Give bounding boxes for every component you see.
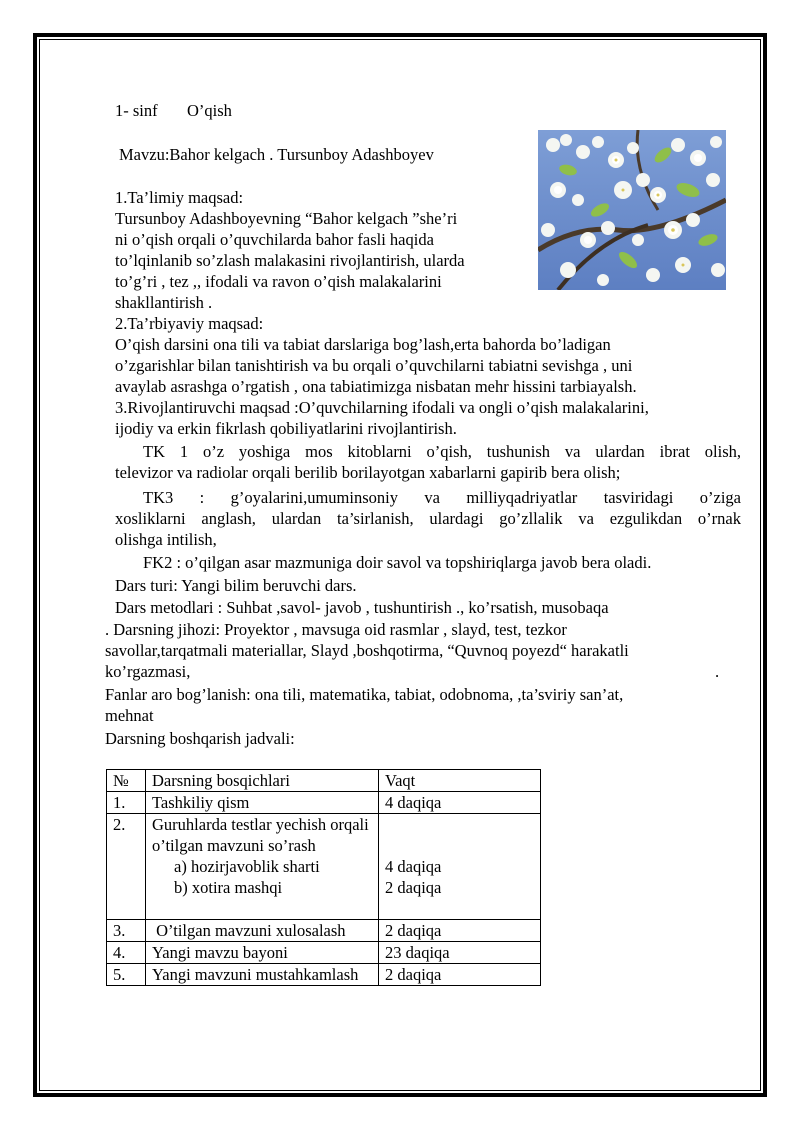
- row-time: 2 daqiqa: [379, 964, 541, 986]
- row-stage: Guruhlarda testlar yechish orqali o’tilgan mavzuni so’rash: [152, 815, 369, 855]
- educational-goal-line: Tursunboy Adashboyevning “Bahor kelgach ”she’ri: [115, 209, 458, 228]
- competency-tk3-line: olishga intilish,: [115, 530, 217, 549]
- table-header-row: [107, 770, 541, 792]
- competency-tk3-line: xosliklarni anglash, ulardan ta’sirlanish, ulardagi go’zllalik va ezgulikdan o’rnak: [115, 509, 741, 528]
- lesson-type: Dars turi: Yangi bilim beruvchi dars.: [115, 576, 357, 595]
- educational-goal-line: to’lqinlanib so’zlash malakasini rivojlantirish, ularda: [115, 251, 465, 270]
- competency-tk1-line: televizor va radiolar orqali berilib borilayotgan xabarlarni gapirib bera olish;: [115, 463, 621, 482]
- schedule-table-title: Darsning boshqarish jadvali:: [105, 729, 295, 748]
- table-row: [107, 942, 541, 964]
- spring-blossom-image: [538, 130, 726, 290]
- educational-goal-heading: 1.Ta’limiy maqsad:: [115, 188, 244, 207]
- table-row: [107, 792, 541, 814]
- grade-label: 1- sinf: [115, 101, 158, 120]
- row-time: 23 daqiqa: [379, 942, 541, 964]
- row-number: 3.: [107, 920, 146, 942]
- upbringing-goal-line: O’qish darsini ona tili va tabiat darslariga bog’lash,erta bahorda bo’ladigan: [115, 335, 611, 354]
- row-number: 4.: [107, 942, 146, 964]
- lesson-methods: Dars metodlari : Suhbat ,savol- javob , tushuntirish ., ko’rsatish, musobaqa: [115, 598, 609, 617]
- educational-goal-line: shakllantirish .: [115, 293, 213, 312]
- lesson-equipment-line: . Darsning jihozi: Proyektor , mavsuga oid rasmlar , slayd, test, tezkor: [105, 620, 567, 639]
- lesson-equipment-dot: .: [715, 662, 720, 681]
- row-stage: O’tilgan mavzuni xulosalash: [146, 920, 379, 942]
- row-time: 2 daqiqa: [379, 920, 541, 942]
- competency-tk1-line: TK 1 o’z yoshiga mos kitoblarni o’qish, tushunish va ulardan ibrat olish,: [143, 442, 741, 461]
- blossom-illustration: [538, 130, 726, 290]
- competency-tk3-line: TK3 : g’oyalarini,umuminsoniy va milliyqadriyatlar tasviridagi o’ziga: [143, 488, 741, 507]
- developmental-goal-line: 3.Rivojlantiruvchi maqsad :O’quvchilarning ifodali va ongli o’qish malakalarini,: [115, 398, 649, 417]
- lesson-equipment-line: savollar,tarqatmali materiallar, Slayd ,boshqotirma, “Quvnoq poyezd“ harakatli: [105, 641, 629, 660]
- educational-goal-line: to’g’ri , tez ,, ifodali va ravon o’qish malakalarini: [115, 272, 442, 291]
- interdisciplinary-line: mehnat: [105, 706, 154, 725]
- table-row: [107, 920, 541, 942]
- row-number: 2.: [107, 814, 146, 920]
- educational-goal-line: ni o’qish orqali o’quvchilarda bahor fasli haqida: [115, 230, 434, 249]
- table-row: [107, 814, 541, 920]
- row-time-cell: [379, 814, 541, 920]
- subject-label: O’qish: [187, 101, 232, 120]
- row-stage: Tashkiliy qism: [146, 792, 379, 814]
- header-time: Vaqt: [379, 770, 541, 792]
- developmental-goal-line: ijodiy va erkin fikrlash qobiliyatlarini rivojlantirish.: [115, 419, 457, 438]
- row-subitem: b) xotira mashqi: [174, 878, 283, 897]
- interdisciplinary-line: Fanlar aro bog’lanish: ona tili, matematika, tabiat, odobnoma, ,ta’sviriy san’at,: [105, 685, 624, 704]
- row-time: 4 daqiqa: [379, 792, 541, 814]
- row-time: 4 daqiqa: [385, 857, 442, 876]
- row-number: 5.: [107, 964, 146, 986]
- upbringing-goal-heading: 2.Ta’rbiyaviy maqsad:: [115, 314, 264, 333]
- lesson-equipment-line: ko’rgazmasi,: [105, 662, 191, 681]
- row-stage: Yangi mavzuni mustahkamlash: [146, 964, 379, 986]
- row-number: 1.: [107, 792, 146, 814]
- row-stage: Yangi mavzu bayoni: [146, 942, 379, 964]
- upbringing-goal-line: avaylab asrashga o’rgatish , ona tabiatimizga nisbatan mehr hissini tarbiayalsh.: [115, 377, 637, 396]
- header-stage: Darsning bosqichlari: [146, 770, 379, 792]
- lesson-schedule-table: [106, 769, 541, 986]
- row-subitem: a) hozirjavoblik sharti: [174, 857, 320, 876]
- table-row: [107, 964, 541, 986]
- row-time: 2 daqiqa: [385, 878, 442, 897]
- header-number: №: [107, 770, 146, 792]
- upbringing-goal-line: o’zgarishlar bilan tanishtirish va bu orqali o’quvchilarni tabiatni sevishga , uni: [115, 356, 633, 375]
- competency-fk2: FK2 : o’qilgan asar mazmuniga doir savol va topshiriqlarga javob bera oladi.: [143, 553, 652, 572]
- lesson-topic: Mavzu:Bahor kelgach . Tursunboy Adashboyev: [119, 145, 434, 164]
- row-stage-cell: [146, 814, 379, 920]
